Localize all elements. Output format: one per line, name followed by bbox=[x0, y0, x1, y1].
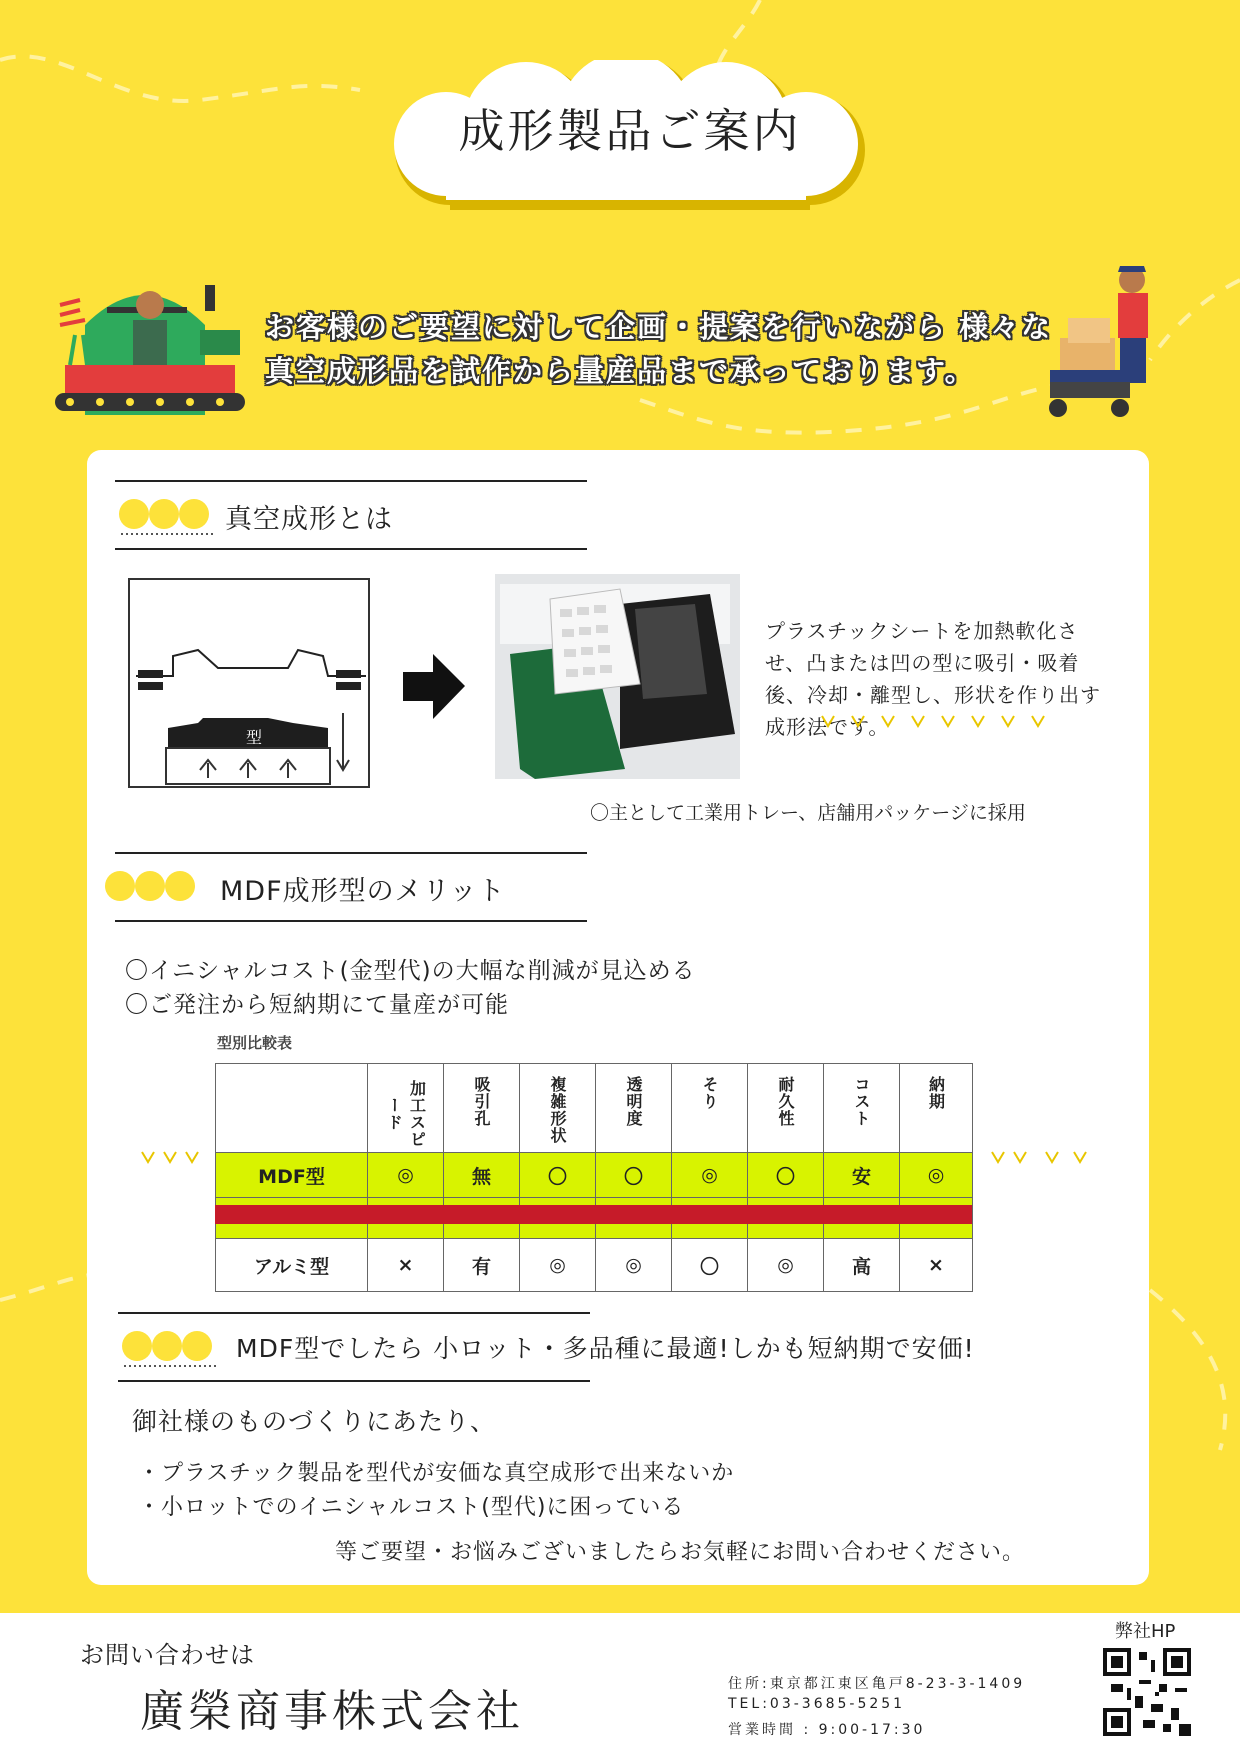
table-row-mdf bbox=[216, 1153, 973, 1198]
table-cell: 無 bbox=[444, 1153, 520, 1198]
column-header: 吸引孔 bbox=[444, 1064, 520, 1153]
section-heading-mdf-merits bbox=[115, 852, 587, 922]
yellow-dots-icon bbox=[119, 492, 219, 542]
intro-line-1: お客様のご要望に対して企画・提案を行いながら 様々な bbox=[265, 310, 1053, 344]
merit-item-2: 〇ご発注から短納期にて量産が可能 bbox=[125, 992, 509, 1018]
row-label: MDF型 bbox=[216, 1153, 368, 1198]
closing-intro: 御社様のものづくりにあたり、 bbox=[132, 1407, 497, 1436]
column-header: 複雑形状 bbox=[520, 1064, 596, 1153]
column-header: 透明度 bbox=[596, 1064, 672, 1153]
column-header: コスト bbox=[824, 1064, 900, 1153]
qr-code-icon[interactable] bbox=[1103, 1648, 1191, 1736]
table-cell: ◎ bbox=[520, 1239, 596, 1292]
section-title: MDF成形型のメリット bbox=[220, 876, 506, 907]
table-cell: 〇 bbox=[748, 1153, 824, 1198]
hp-label: 弊社HP bbox=[1115, 1621, 1176, 1642]
row-label: アルミ型 bbox=[216, 1239, 368, 1292]
company-name: 廣榮商事株式会社 bbox=[140, 1686, 524, 1737]
table-cell: 有 bbox=[444, 1239, 520, 1292]
table-header-row bbox=[216, 1064, 973, 1153]
factory-worker-illustration bbox=[45, 265, 250, 430]
table-cell: × bbox=[900, 1239, 973, 1292]
comparison-table bbox=[215, 1063, 973, 1292]
table-cell: ◎ bbox=[748, 1239, 824, 1292]
closing-bullet-2: ・小ロットでのイニシャルコスト(型代)に困っている bbox=[138, 1495, 685, 1520]
delivery-worker-illustration bbox=[1040, 258, 1160, 428]
table-caption: 型別比較表 bbox=[217, 1034, 293, 1052]
inquiry-label: お問い合わせは bbox=[80, 1641, 255, 1669]
usage-caption: 〇主として工業用トレー、店舗用パッケージに採用 bbox=[590, 802, 1026, 824]
closing-request: 等ご要望・お悩みございましたらお気軽にお問い合わせください。 bbox=[335, 1540, 1026, 1565]
decorative-checkmarks bbox=[140, 1148, 215, 1168]
column-header: そり bbox=[672, 1064, 748, 1153]
company-address: 住所:東京都江東区亀戸8-23-3-1409 bbox=[728, 1676, 1026, 1692]
yellow-dots-icon bbox=[122, 1324, 222, 1374]
decorative-checkmarks bbox=[990, 1148, 1100, 1168]
table-cell: ◎ bbox=[596, 1239, 672, 1292]
table-row-aluminum bbox=[216, 1239, 973, 1292]
business-hours: 営業時間 : 9:00-17:30 bbox=[728, 1722, 926, 1738]
section-title: 真空成形とは bbox=[225, 504, 393, 535]
yellow-dots-icon bbox=[105, 864, 205, 914]
table-cell: ◎ bbox=[672, 1153, 748, 1198]
table-cell: ◎ bbox=[368, 1153, 444, 1198]
column-header: 納期 bbox=[900, 1064, 973, 1153]
vacuum-forming-description: プラスチックシートを加熱軟化させ、凸または凹の型に吸引・吸着後、冷却・離型し、形状を作り出す成形法です。 bbox=[765, 619, 1101, 739]
table-corner-cell bbox=[216, 1064, 368, 1153]
section-heading-vacuum-forming bbox=[115, 480, 587, 550]
decorative-checkmarks bbox=[820, 712, 1100, 732]
table-cell: 〇 bbox=[596, 1153, 672, 1198]
column-header: 加工スピード bbox=[368, 1064, 444, 1153]
red-strike-bar bbox=[215, 1205, 972, 1224]
page-title: 成形製品ご案内 bbox=[458, 104, 802, 158]
table-cell: ◎ bbox=[900, 1153, 973, 1198]
table-cell: 〇 bbox=[520, 1153, 596, 1198]
intro-message bbox=[265, 305, 1075, 393]
intro-line-2: 真空成形品を試作から量産品まで承っております。 bbox=[265, 354, 976, 388]
section-heading-mdf-summary bbox=[118, 1312, 975, 1382]
table-cell: 高 bbox=[824, 1239, 900, 1292]
table-cell: × bbox=[368, 1239, 444, 1292]
mold-label: 型 bbox=[246, 728, 263, 747]
company-tel: TEL:03-3685-5251 bbox=[728, 1696, 906, 1712]
table-cell: 〇 bbox=[672, 1239, 748, 1292]
arrow-right-icon bbox=[403, 654, 465, 719]
section-title: MDF型でしたら 小ロット・多品種に最適!しかも短納期で安価! bbox=[236, 1334, 975, 1363]
tray-products-photo bbox=[495, 574, 740, 779]
merit-item-1: 〇イニシャルコスト(金型代)の大幅な削減が見込める bbox=[125, 958, 696, 984]
table-cell: 安 bbox=[824, 1153, 900, 1198]
column-header: 耐久性 bbox=[748, 1064, 824, 1153]
closing-bullet-1: ・プラスチック製品を型代が安価な真空成形で出来ないか bbox=[138, 1461, 735, 1486]
vacuum-forming-diagram bbox=[128, 578, 370, 788]
